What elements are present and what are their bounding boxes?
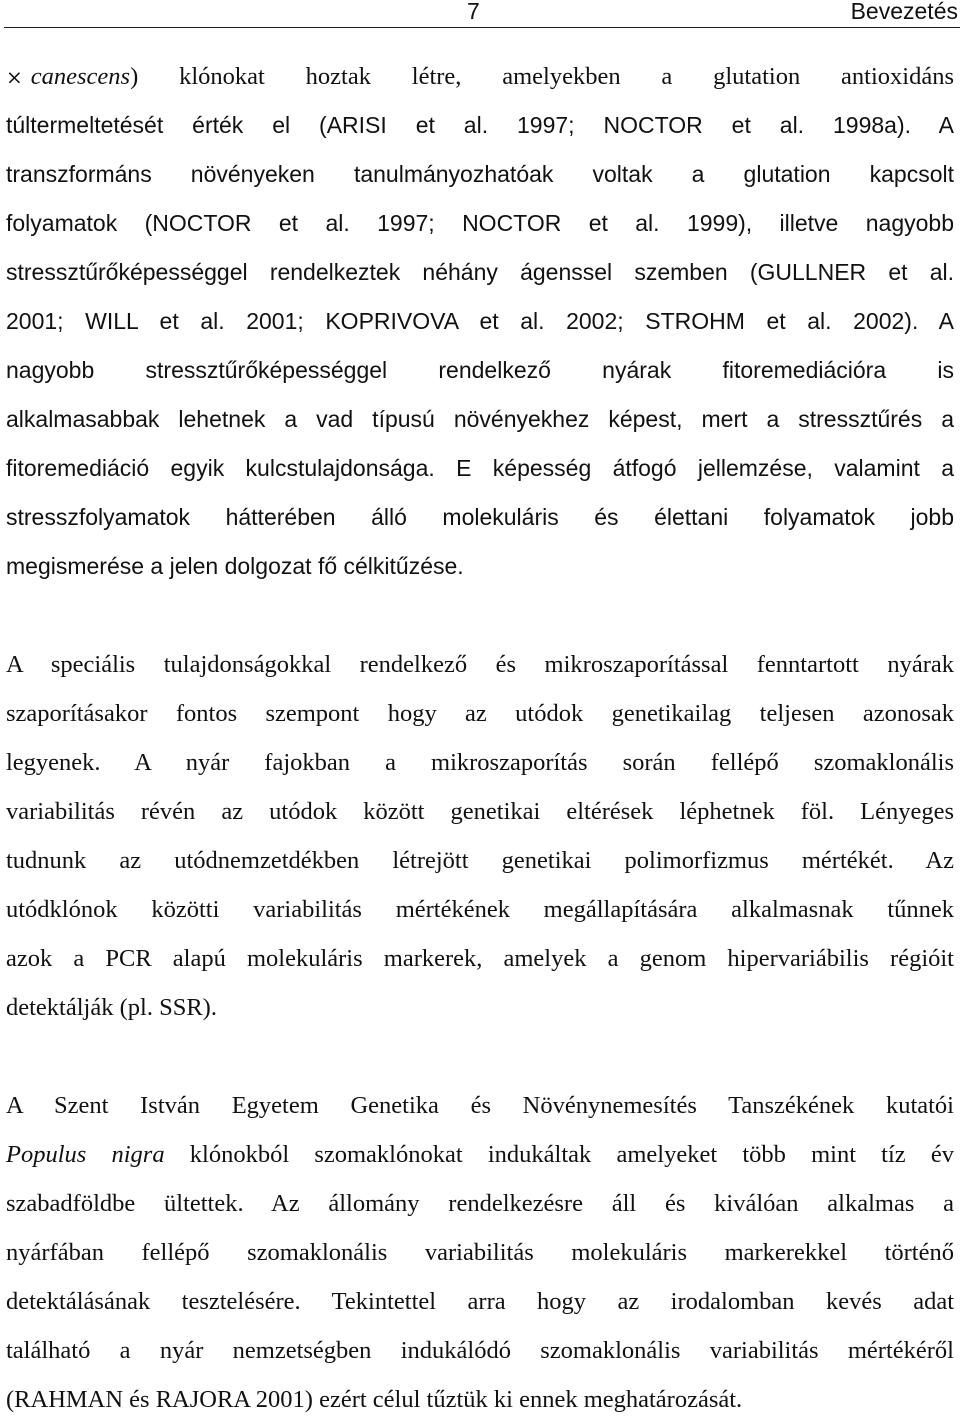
text-run: (RAHMAN és RAJORA 2001) ezért célul tűztük ki ennek meghatározását.	[6, 1386, 743, 1413]
text-line	[6, 983, 954, 1032]
text-line	[6, 1081, 954, 1130]
text-run: utódklónok közötti variabilitás mértékének megállapítására alkalmasnak tűnnek	[6, 896, 954, 923]
text-line	[6, 1277, 954, 1326]
text-run: tudnunk az utódnemzetdékben létrejött genetikai polimorfizmus mértékét. Az	[6, 847, 954, 874]
text-run: szabadföldbe ültettek. Az állomány rendelkezésre áll és kiválóan alkalmas a	[6, 1190, 954, 1217]
text-run: nagyobb stressztűrőképességgel rendelkező nyárak fitoremediációra is	[6, 357, 954, 383]
text-line	[6, 199, 954, 248]
hybrid-sign: ×	[6, 65, 23, 89]
text-line	[6, 297, 954, 346]
text-line	[6, 885, 954, 934]
page-number: 7	[467, 0, 480, 24]
text-run: klónokból szomaklónokat indukáltak amelyeket több mint tíz év	[164, 1141, 954, 1168]
text-line	[6, 1130, 954, 1179]
text-run: canescens	[30, 63, 131, 90]
page-header	[4, 0, 960, 28]
paragraph	[6, 640, 954, 1032]
text-run: azok a PCR alapú molekuláris markerek, amelyek a genom hipervariábilis régióit	[6, 945, 954, 972]
text-line	[6, 248, 954, 297]
text-line	[6, 934, 954, 983]
text-line	[6, 346, 954, 395]
body-text	[6, 52, 954, 1424]
text-run: A speciális tulajdonságokkal rendelkező és mikroszaporítással fenntartott nyárak	[6, 651, 954, 678]
text-run: folyamatok (NOCTOR et al. 1997; NOCTOR et al. 1999), illetve nagyobb	[6, 210, 954, 236]
text-run: található a nyár nemzetségben indukálódó szomaklonális variabilitás mértékéről	[6, 1337, 954, 1364]
text-line	[6, 787, 954, 836]
text-run: A Szent István Egyetem Genetika és Növénynemesítés Tanszékének kutatói	[6, 1092, 954, 1119]
paragraph	[6, 1081, 954, 1424]
text-line	[6, 444, 954, 493]
text-line	[6, 101, 954, 150]
text-run: Populus nigra	[6, 1141, 165, 1168]
text-line	[6, 1228, 954, 1277]
text-line	[6, 1375, 954, 1424]
text-run: megismerése a jelen dolgozat fő célkitűzése.	[6, 553, 464, 579]
text-line	[6, 52, 954, 101]
text-run: stresszfolyamatok hátterében álló molekuláris és élettani folyamatok jobb	[6, 504, 954, 530]
text-run: ) klónokat hoztak létre, amelyekben a glutation antioxidáns	[130, 63, 954, 90]
text-run: szaporításakor fontos szempont hogy az utódok genetikailag teljesen azonosak	[6, 700, 954, 727]
text-line	[6, 542, 954, 591]
text-run: alkalmasabbak lehetnek a vad típusú növényekhez képest, mert a stressztűrés a	[6, 406, 954, 432]
text-line	[6, 493, 954, 542]
section-title: Bevezetés	[850, 0, 958, 24]
text-run: transzformáns növényeken tanulmányozhatóak voltak a glutation kapcsolt	[6, 161, 954, 187]
text-line	[6, 836, 954, 885]
text-line	[6, 1326, 954, 1375]
text-line	[6, 640, 954, 689]
text-line	[6, 395, 954, 444]
text-run: fitoremediáció egyik kulcstulajdonsága. E képesség átfogó jellemzése, valamint a	[6, 455, 954, 481]
text-line	[6, 738, 954, 787]
text-run: detektálják (pl. SSR).	[6, 994, 217, 1021]
text-run: túltermeltetését érték el (ARISI et al. 1997; NOCTOR et al. 1998a). A	[6, 112, 954, 138]
paragraph	[6, 52, 954, 591]
text-run: 2001; WILL et al. 2001; KOPRIVOVA et al. 2002; STROHM et al. 2002). A	[6, 308, 954, 334]
text-run: legyenek. A nyár fajokban a mikroszaporítás során fellépő szomaklonális	[6, 749, 954, 776]
text-run: stressztűrőképességgel rendelkeztek néhány ágenssel szemben (GULLNER et al.	[6, 259, 954, 285]
text-run: variabilitás révén az utódok között genetikai eltérések léphetnek föl. Lényeges	[6, 798, 954, 825]
text-run: nyárfában fellépő szomaklonális variabilitás molekuláris markerekkel történő	[6, 1239, 954, 1266]
text-run: detektálásának tesztelésére. Tekintettel arra hogy az irodalomban kevés adat	[6, 1288, 954, 1315]
text-line	[6, 689, 954, 738]
text-line	[6, 1179, 954, 1228]
text-line	[6, 150, 954, 199]
